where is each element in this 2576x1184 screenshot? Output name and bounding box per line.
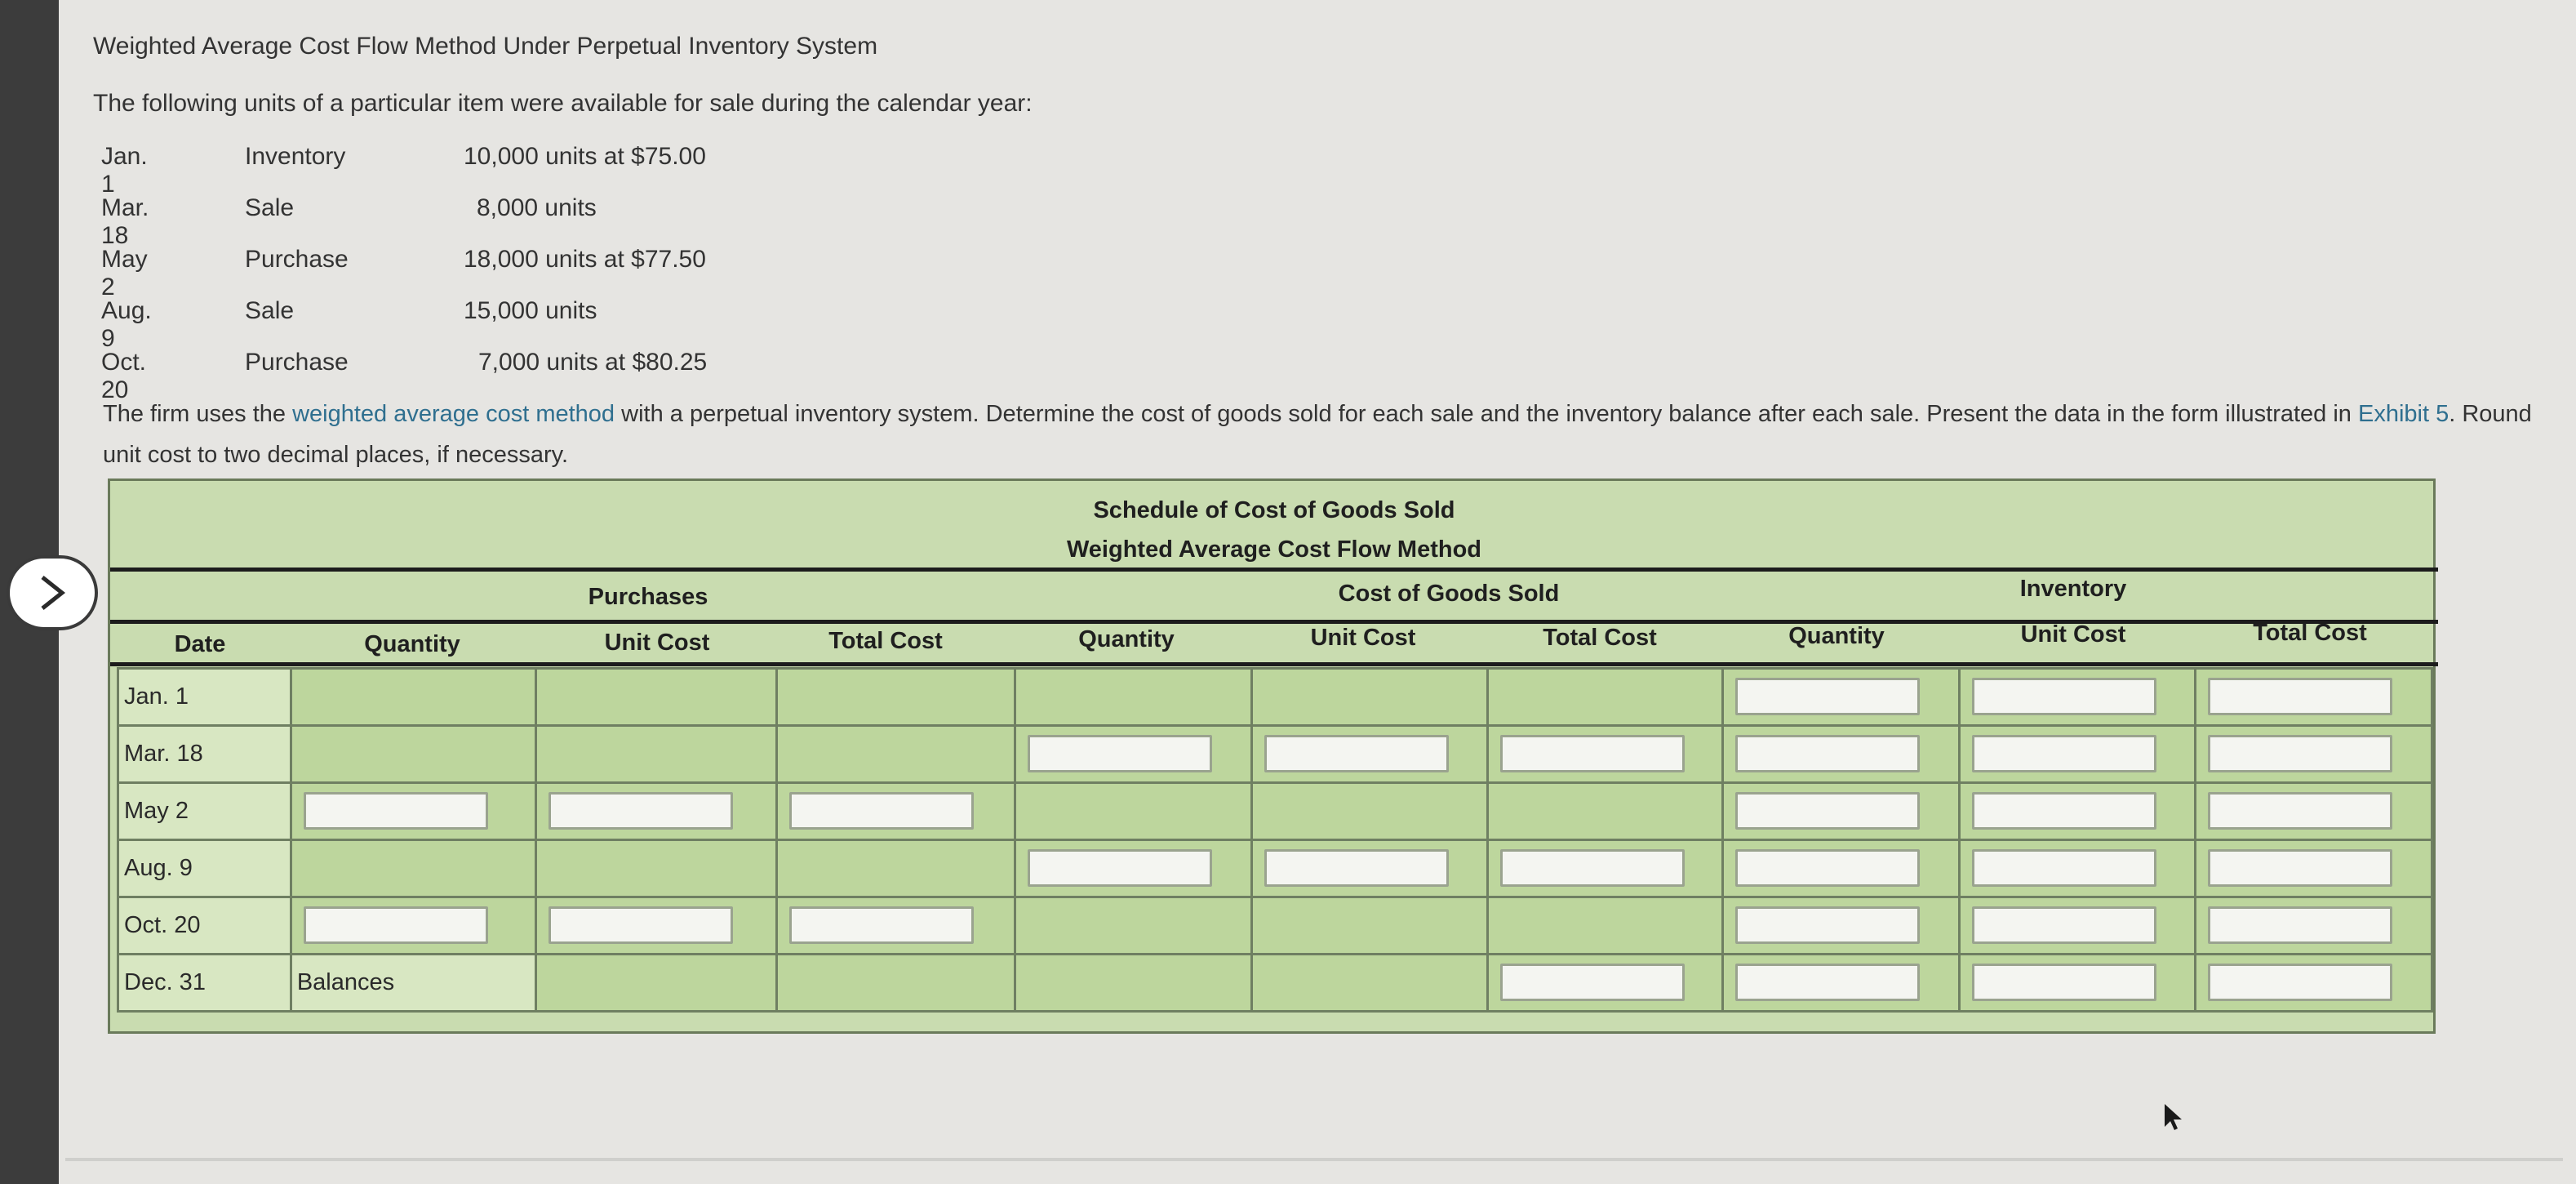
aug9-inventory-quantity-input[interactable] (1735, 849, 1920, 887)
col-cogs-total-cost: Total Cost (1543, 625, 1657, 651)
oct20-inventory-unit-cost-input[interactable] (1972, 906, 2156, 944)
chevron-right-icon (36, 572, 69, 613)
units-detail: 7,000 units at $80.25 (478, 349, 708, 376)
jan1-inventory-unit-cost-input[interactable] (1972, 678, 2156, 715)
mar18-inventory-unit-cost-input[interactable] (1972, 735, 2156, 772)
mar18-cogs-unit-cost-input[interactable] (1264, 735, 1449, 772)
aug9-cogs-total-cost-input[interactable] (1500, 849, 1685, 887)
table-row (118, 726, 2432, 783)
may2-inventory-total-cost-input[interactable] (2208, 792, 2392, 830)
col-inventory-unit-cost: Unit Cost (2020, 621, 2126, 648)
desc-text: The firm uses the (103, 401, 293, 427)
units-date: May 2 (101, 246, 148, 300)
units-type: Sale (245, 194, 295, 221)
jan1-inventory-quantity-input[interactable] (1735, 678, 1920, 715)
row-date: Mar. 18 (118, 726, 291, 783)
units-detail: 18,000 units at $77.50 (464, 246, 706, 273)
group-cogs: Cost of Goods Sold (1338, 581, 1560, 607)
cogs-schedule (108, 478, 2436, 1034)
header-rule (110, 568, 2438, 572)
jan1-inventory-total-cost-input[interactable] (2208, 678, 2392, 715)
group-purchases: Purchases (588, 584, 708, 610)
col-cogs-quantity: Quantity (1078, 626, 1175, 652)
units-date: Jan. 1 (101, 143, 148, 198)
col-purchases-unit-cost: Unit Cost (604, 630, 710, 656)
desc-text: . Round unit cost to two decimal places, if necessary. (103, 401, 2532, 468)
oct20-purchases-total-cost-input[interactable] (789, 906, 974, 944)
col-purchases-total-cost: Total Cost (828, 628, 943, 654)
table-row (118, 840, 2432, 897)
units-date: Oct. 20 (101, 349, 147, 403)
col-purchases-quantity: Quantity (364, 631, 460, 657)
next-question-button[interactable] (7, 555, 98, 630)
intro-text: The following units of a particular item were available for sale during the calendar year: (93, 90, 1033, 117)
may2-purchases-quantity-input[interactable] (304, 792, 488, 830)
dec31-inventory-total-cost-input[interactable] (2208, 964, 2392, 1001)
schedule-subtitle: Weighted Average Cost Flow Method (1066, 536, 1482, 563)
bottom-divider (65, 1158, 2563, 1161)
dec31-inventory-unit-cost-input[interactable] (1972, 964, 2156, 1001)
mar18-cogs-total-cost-input[interactable] (1500, 735, 1685, 772)
mouse-pointer-icon (2163, 1102, 2187, 1132)
schedule-grid (117, 667, 2433, 1013)
schedule-title: Schedule of Cost of Goods Sold (1093, 497, 1455, 523)
aug9-cogs-quantity-input[interactable] (1028, 849, 1212, 887)
mar18-cogs-quantity-input[interactable] (1028, 735, 1212, 772)
col-date: Date (174, 631, 226, 657)
row-date: Oct. 20 (118, 897, 291, 955)
mar18-inventory-quantity-input[interactable] (1735, 735, 1920, 772)
page-title: Weighted Average Cost Flow Method Under Perpetual Inventory System (93, 33, 878, 60)
units-type: Purchase (245, 349, 349, 376)
may2-inventory-unit-cost-input[interactable] (1972, 792, 2156, 830)
header-rule (110, 662, 2438, 666)
instructions (103, 394, 2560, 475)
units-date: Mar. 18 (101, 194, 149, 249)
col-inventory-total-cost: Total Cost (2253, 620, 2367, 646)
aug9-cogs-unit-cost-input[interactable] (1264, 849, 1449, 887)
units-type: Sale (245, 297, 295, 324)
table-row (118, 955, 2432, 1012)
units-type: Inventory (245, 143, 346, 170)
units-detail: 10,000 units at $75.00 (464, 143, 706, 170)
balances-label: Balances (291, 955, 535, 1012)
may2-purchases-total-cost-input[interactable] (789, 792, 974, 830)
col-cogs-unit-cost: Unit Cost (1310, 625, 1416, 651)
row-date: Dec. 31 (118, 955, 291, 1012)
units-detail: 8,000 units (477, 194, 597, 221)
aug9-inventory-unit-cost-input[interactable] (1972, 849, 2156, 887)
table-row (118, 669, 2432, 726)
mar18-inventory-total-cost-input[interactable] (2208, 735, 2392, 772)
may2-inventory-quantity-input[interactable] (1735, 792, 1920, 830)
row-date: Aug. 9 (118, 840, 291, 897)
units-date: Aug. 9 (101, 297, 152, 352)
aug9-inventory-total-cost-input[interactable] (2208, 849, 2392, 887)
exhibit-5-link[interactable]: Exhibit 5 (2357, 401, 2449, 427)
dec31-inventory-quantity-input[interactable] (1735, 964, 1920, 1001)
col-inventory-quantity: Quantity (1788, 623, 1885, 649)
oct20-inventory-quantity-input[interactable] (1735, 906, 1920, 944)
row-date: Jan. 1 (118, 669, 291, 726)
oct20-purchases-quantity-input[interactable] (304, 906, 488, 944)
units-detail: 15,000 units (464, 297, 597, 324)
units-type: Purchase (245, 246, 349, 273)
desc-text: with a perpetual inventory system. Determine the cost of goods sold for each sale and the inventory balance after each sale. Present the data in the form illustrated in (615, 401, 2358, 427)
table-row (118, 783, 2432, 840)
weighted-average-link[interactable]: weighted average cost method (292, 401, 615, 427)
may2-purchases-unit-cost-input[interactable] (549, 792, 733, 830)
group-inventory: Inventory (2019, 576, 2127, 602)
dec31-cogs-total-cost-input[interactable] (1500, 964, 1685, 1001)
row-date: May 2 (118, 783, 291, 840)
oct20-inventory-total-cost-input[interactable] (2208, 906, 2392, 944)
oct20-purchases-unit-cost-input[interactable] (549, 906, 733, 944)
table-row (118, 897, 2432, 955)
